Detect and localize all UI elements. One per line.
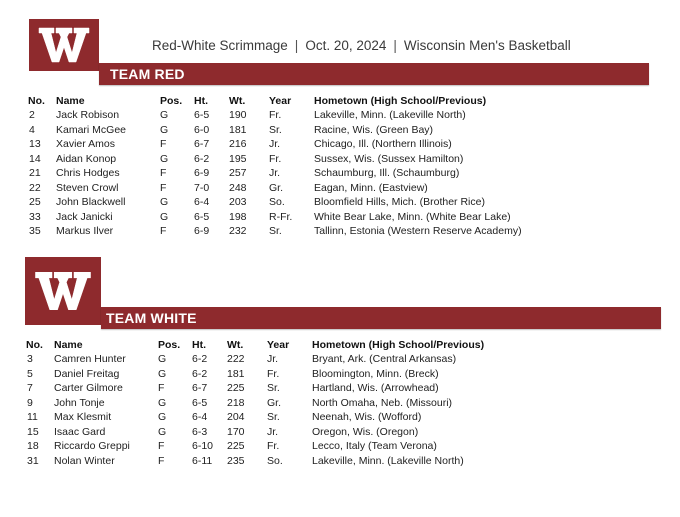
player-height: 6-4 [194, 196, 210, 209]
col-no: No. [28, 94, 45, 107]
player-weight: 232 [229, 225, 247, 238]
event-date: Oct. 20, 2024 [305, 38, 387, 53]
col-ht: Ht. [192, 338, 206, 351]
col-hometown: Hometown (High School/Previous) [314, 94, 487, 107]
player-weight: 203 [229, 196, 247, 209]
player-hometown: Lecco, Italy (Team Verona) [312, 440, 437, 453]
player-hometown: Neenah, Wis. (Wofford) [312, 411, 422, 424]
player-year: Sr. [269, 123, 282, 136]
player-year: Sr. [267, 382, 280, 395]
player-name: Markus Ilver [56, 225, 114, 238]
player-hometown: White Bear Lake, Minn. (White Bear Lake) [314, 210, 511, 223]
player-number: 22 [29, 181, 41, 194]
player-number: 9 [27, 396, 33, 409]
table-row [28, 108, 564, 123]
player-name: Max Klesmit [54, 411, 112, 424]
player-year: So. [267, 454, 283, 467]
table-row [26, 367, 562, 382]
player-name: Jack Robison [56, 109, 120, 122]
player-weight: 216 [229, 138, 247, 151]
player-number: 25 [29, 196, 41, 209]
player-name: Isaac Gard [54, 425, 106, 438]
player-name: Jack Janicki [56, 210, 113, 223]
player-height: 6-5 [194, 109, 210, 122]
player-height: 6-5 [194, 210, 210, 223]
player-name: John Tonje [54, 396, 105, 409]
player-number: 15 [27, 425, 39, 438]
player-hometown: Bloomfield Hills, Mich. (Brother Rice) [314, 196, 485, 209]
player-hometown: Tallinn, Estonia (Western Reserve Academy) [314, 225, 522, 238]
player-number: 13 [29, 138, 41, 151]
player-name: Carter Gilmore [54, 382, 123, 395]
table-row [26, 454, 562, 469]
col-name: Name [56, 94, 85, 107]
player-number: 35 [29, 225, 41, 238]
table-row [26, 352, 562, 367]
player-number: 4 [29, 123, 35, 136]
player-hometown: Lakeville, Minn. (Lakeville North) [312, 454, 464, 467]
player-position: G [160, 196, 169, 209]
table-row [28, 224, 564, 239]
col-year: Year [267, 338, 290, 351]
player-height: 6-7 [194, 138, 210, 151]
player-height: 6-4 [192, 411, 208, 424]
player-year: Fr. [269, 152, 282, 165]
player-year: Fr. [267, 367, 280, 380]
player-hometown: Bloomington, Minn. (Breck) [312, 367, 439, 380]
player-position: G [158, 411, 167, 424]
player-position: G [160, 152, 169, 165]
table-row [28, 137, 564, 152]
col-wt: Wt. [229, 94, 246, 107]
table-header-row [26, 337, 562, 352]
player-weight: 235 [227, 454, 245, 467]
player-hometown: Lakeville, Minn. (Lakeville North) [314, 109, 466, 122]
player-name: Steven Crowl [56, 181, 119, 194]
col-wt: Wt. [227, 338, 244, 351]
team-red-section [0, 0, 680, 240]
player-weight: 181 [227, 367, 245, 380]
player-position: F [160, 225, 167, 238]
player-year: Sr. [267, 411, 280, 424]
player-name: Riccardo Greppi [54, 440, 130, 453]
player-weight: 222 [227, 353, 245, 366]
player-hometown: Racine, Wis. (Green Bay) [314, 123, 434, 136]
player-number: 7 [27, 382, 33, 395]
player-height: 6-2 [192, 367, 208, 380]
player-hometown: North Omaha, Neb. (Missouri) [312, 396, 453, 409]
player-hometown: Oregon, Wis. (Oregon) [312, 425, 419, 438]
player-position: G [158, 396, 167, 409]
table-row [28, 123, 564, 138]
player-weight: 181 [229, 123, 247, 136]
player-position: F [160, 181, 167, 194]
player-name: Xavier Amos [56, 138, 115, 151]
col-year: Year [269, 94, 292, 107]
player-height: 6-2 [192, 353, 208, 366]
player-hometown: Schaumburg, Ill. (Schaumburg) [314, 167, 460, 180]
player-hometown: Sussex, Wis. (Sussex Hamilton) [314, 152, 464, 165]
table-row [26, 425, 562, 440]
player-number: 3 [27, 353, 33, 366]
player-year: Gr. [269, 181, 284, 194]
player-weight: 198 [229, 210, 247, 223]
player-number: 14 [29, 152, 41, 165]
player-weight: 225 [227, 382, 245, 395]
player-year: Gr. [267, 396, 282, 409]
table-row [28, 210, 564, 225]
player-height: 7-0 [194, 181, 210, 194]
player-height: 6-11 [192, 454, 213, 467]
player-number: 2 [29, 109, 35, 122]
player-weight: 204 [227, 411, 245, 424]
player-name: Kamari McGee [56, 123, 127, 136]
col-no: No. [26, 338, 43, 351]
player-year: R-Fr. [269, 210, 293, 223]
table-row [28, 152, 564, 167]
player-position: G [158, 353, 167, 366]
player-name: John Blackwell [56, 196, 126, 209]
player-height: 6-9 [194, 167, 210, 180]
player-hometown: Chicago, Ill. (Northern Illinois) [314, 138, 452, 151]
team-red-title: TEAM RED [110, 66, 185, 82]
player-number: 18 [27, 440, 39, 453]
player-height: 6-3 [192, 425, 208, 438]
player-position: F [160, 167, 167, 180]
player-position: G [160, 210, 169, 223]
team-white-roster-table [26, 337, 562, 468]
player-position: G [158, 425, 167, 438]
player-position: G [160, 123, 169, 136]
player-weight: 225 [227, 440, 245, 453]
player-weight: 170 [227, 425, 245, 438]
player-year: Jr. [267, 425, 279, 438]
player-number: 31 [27, 454, 39, 467]
player-year: Jr. [269, 167, 281, 180]
player-height: 6-2 [194, 152, 210, 165]
player-hometown: Eagan, Minn. (Eastview) [314, 181, 428, 194]
player-number: 21 [29, 167, 41, 180]
player-position: F [158, 454, 165, 467]
player-height: 6-9 [194, 225, 210, 238]
player-year: Jr. [267, 353, 279, 366]
col-name: Name [54, 338, 83, 351]
player-weight: 195 [229, 152, 247, 165]
player-position: F [158, 440, 165, 453]
player-height: 6-5 [192, 396, 208, 409]
player-weight: 218 [227, 396, 245, 409]
player-position: G [158, 367, 167, 380]
program-name: Wisconsin Men's Basketball [403, 38, 571, 53]
player-year: Fr. [267, 440, 280, 453]
col-pos: Pos. [160, 94, 183, 107]
player-position: F [160, 138, 167, 151]
col-ht: Ht. [194, 94, 208, 107]
col-hometown: Hometown (High School/Previous) [312, 338, 485, 351]
player-name: Nolan Winter [54, 454, 115, 467]
team-red-logo [29, 19, 99, 71]
player-name: Camren Hunter [54, 353, 126, 366]
player-hometown: Bryant, Ark. (Central Arkansas) [312, 353, 457, 366]
player-year: Jr. [269, 138, 281, 151]
player-hometown: Hartland, Wis. (Arrowhead) [312, 382, 439, 395]
event-title: Red-White Scrimmage [152, 38, 288, 53]
table-row [26, 439, 562, 454]
col-pos: Pos. [158, 338, 181, 351]
player-weight: 248 [229, 181, 247, 194]
player-height: 6-10 [192, 440, 214, 453]
player-year: So. [269, 196, 285, 209]
player-year: Fr. [269, 109, 282, 122]
w-logo-icon [37, 25, 91, 65]
player-name: Chris Hodges [56, 167, 120, 180]
player-weight: 257 [229, 167, 247, 180]
player-year: Sr. [269, 225, 282, 238]
player-number: 5 [27, 367, 33, 380]
player-name: Aidan Konop [56, 152, 117, 165]
table-row [26, 381, 562, 396]
player-position: F [158, 382, 165, 395]
team-red-roster-table [28, 93, 564, 239]
player-number: 11 [27, 411, 38, 424]
player-weight: 190 [229, 109, 247, 122]
player-name: Daniel Freitag [54, 367, 120, 380]
team-white-logo [25, 257, 101, 325]
table-row [28, 195, 564, 210]
event-header: Red-White Scrimmage | Oct. 20, 2024 | Wisconsin Men's Basketball [152, 38, 571, 53]
table-row [28, 166, 564, 181]
team-white-title: TEAM WHITE [106, 310, 197, 326]
player-height: 6-0 [194, 123, 210, 136]
player-number: 33 [29, 210, 41, 223]
table-row [28, 181, 564, 196]
player-position: G [160, 109, 169, 122]
team-white-section [0, 250, 680, 510]
table-row [26, 396, 562, 411]
w-logo-icon [33, 269, 93, 313]
player-height: 6-7 [192, 382, 208, 395]
table-row [26, 410, 562, 425]
table-header-row [28, 93, 564, 108]
